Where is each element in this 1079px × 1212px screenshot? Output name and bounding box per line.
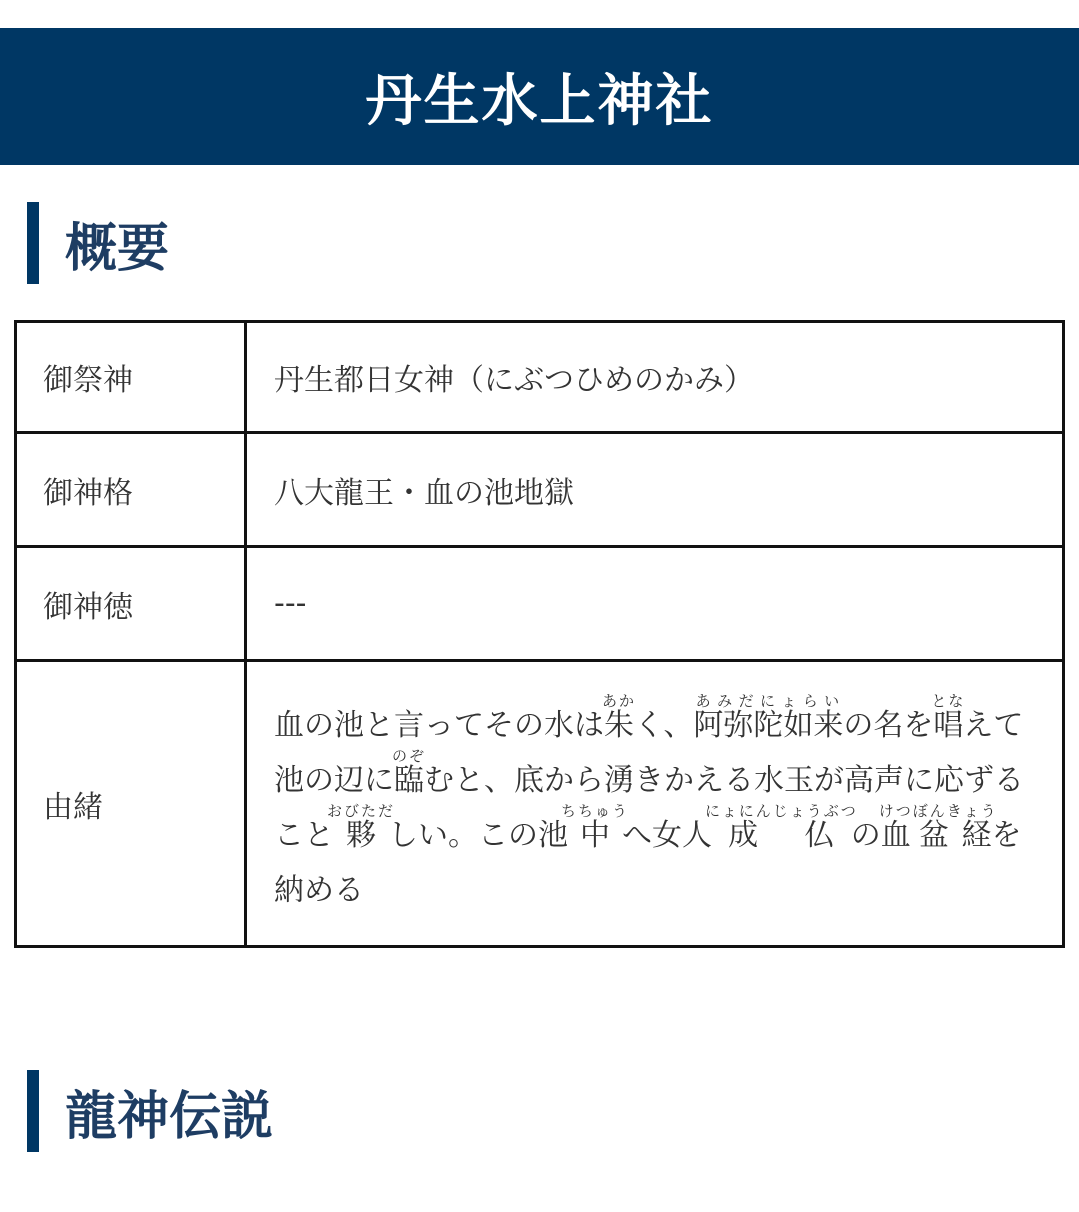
heading-accent-bar	[27, 1070, 39, 1152]
row-label-divine-rank: 御神格	[16, 433, 246, 547]
section-heading-dragon-legend	[27, 1070, 273, 1152]
row-label-divine-virtue: 御神徳	[16, 547, 246, 661]
row-value-deity: 丹生都日女神（にぶつひめのかみ）	[246, 322, 1064, 433]
row-value-divine-rank: 八大龍王・血の池地獄	[246, 433, 1064, 547]
page-banner	[0, 28, 1079, 165]
row-label-history: 由緒	[16, 661, 246, 947]
table-row	[16, 433, 1064, 547]
section-heading-text: 概要	[65, 218, 170, 279]
table-row	[16, 661, 1064, 947]
table-row	[16, 322, 1064, 433]
page-title: 丹生水上神社	[365, 68, 714, 134]
row-label-deity: 御祭神	[16, 322, 246, 433]
section-heading-text: 龍神伝説	[65, 1086, 274, 1147]
table-row	[16, 547, 1064, 661]
row-value-divine-virtue: ---	[246, 547, 1064, 661]
overview-table	[14, 320, 1065, 948]
section-heading-overview	[27, 202, 169, 284]
heading-accent-bar	[27, 202, 39, 284]
row-value-history	[246, 661, 1064, 947]
history-text: 血の池と言ってその水は朱あかく、阿弥陀如来あみだにょらいの名を唱となえて池の辺に臨のぞむと、底から湧きかえる水玉が高声に応ずること夥おびただしい。この池中ちちゅうへ女人成仏にょにんじょうぶつの血けつ盆経ぼんきょうを納める	[274, 691, 1024, 908]
